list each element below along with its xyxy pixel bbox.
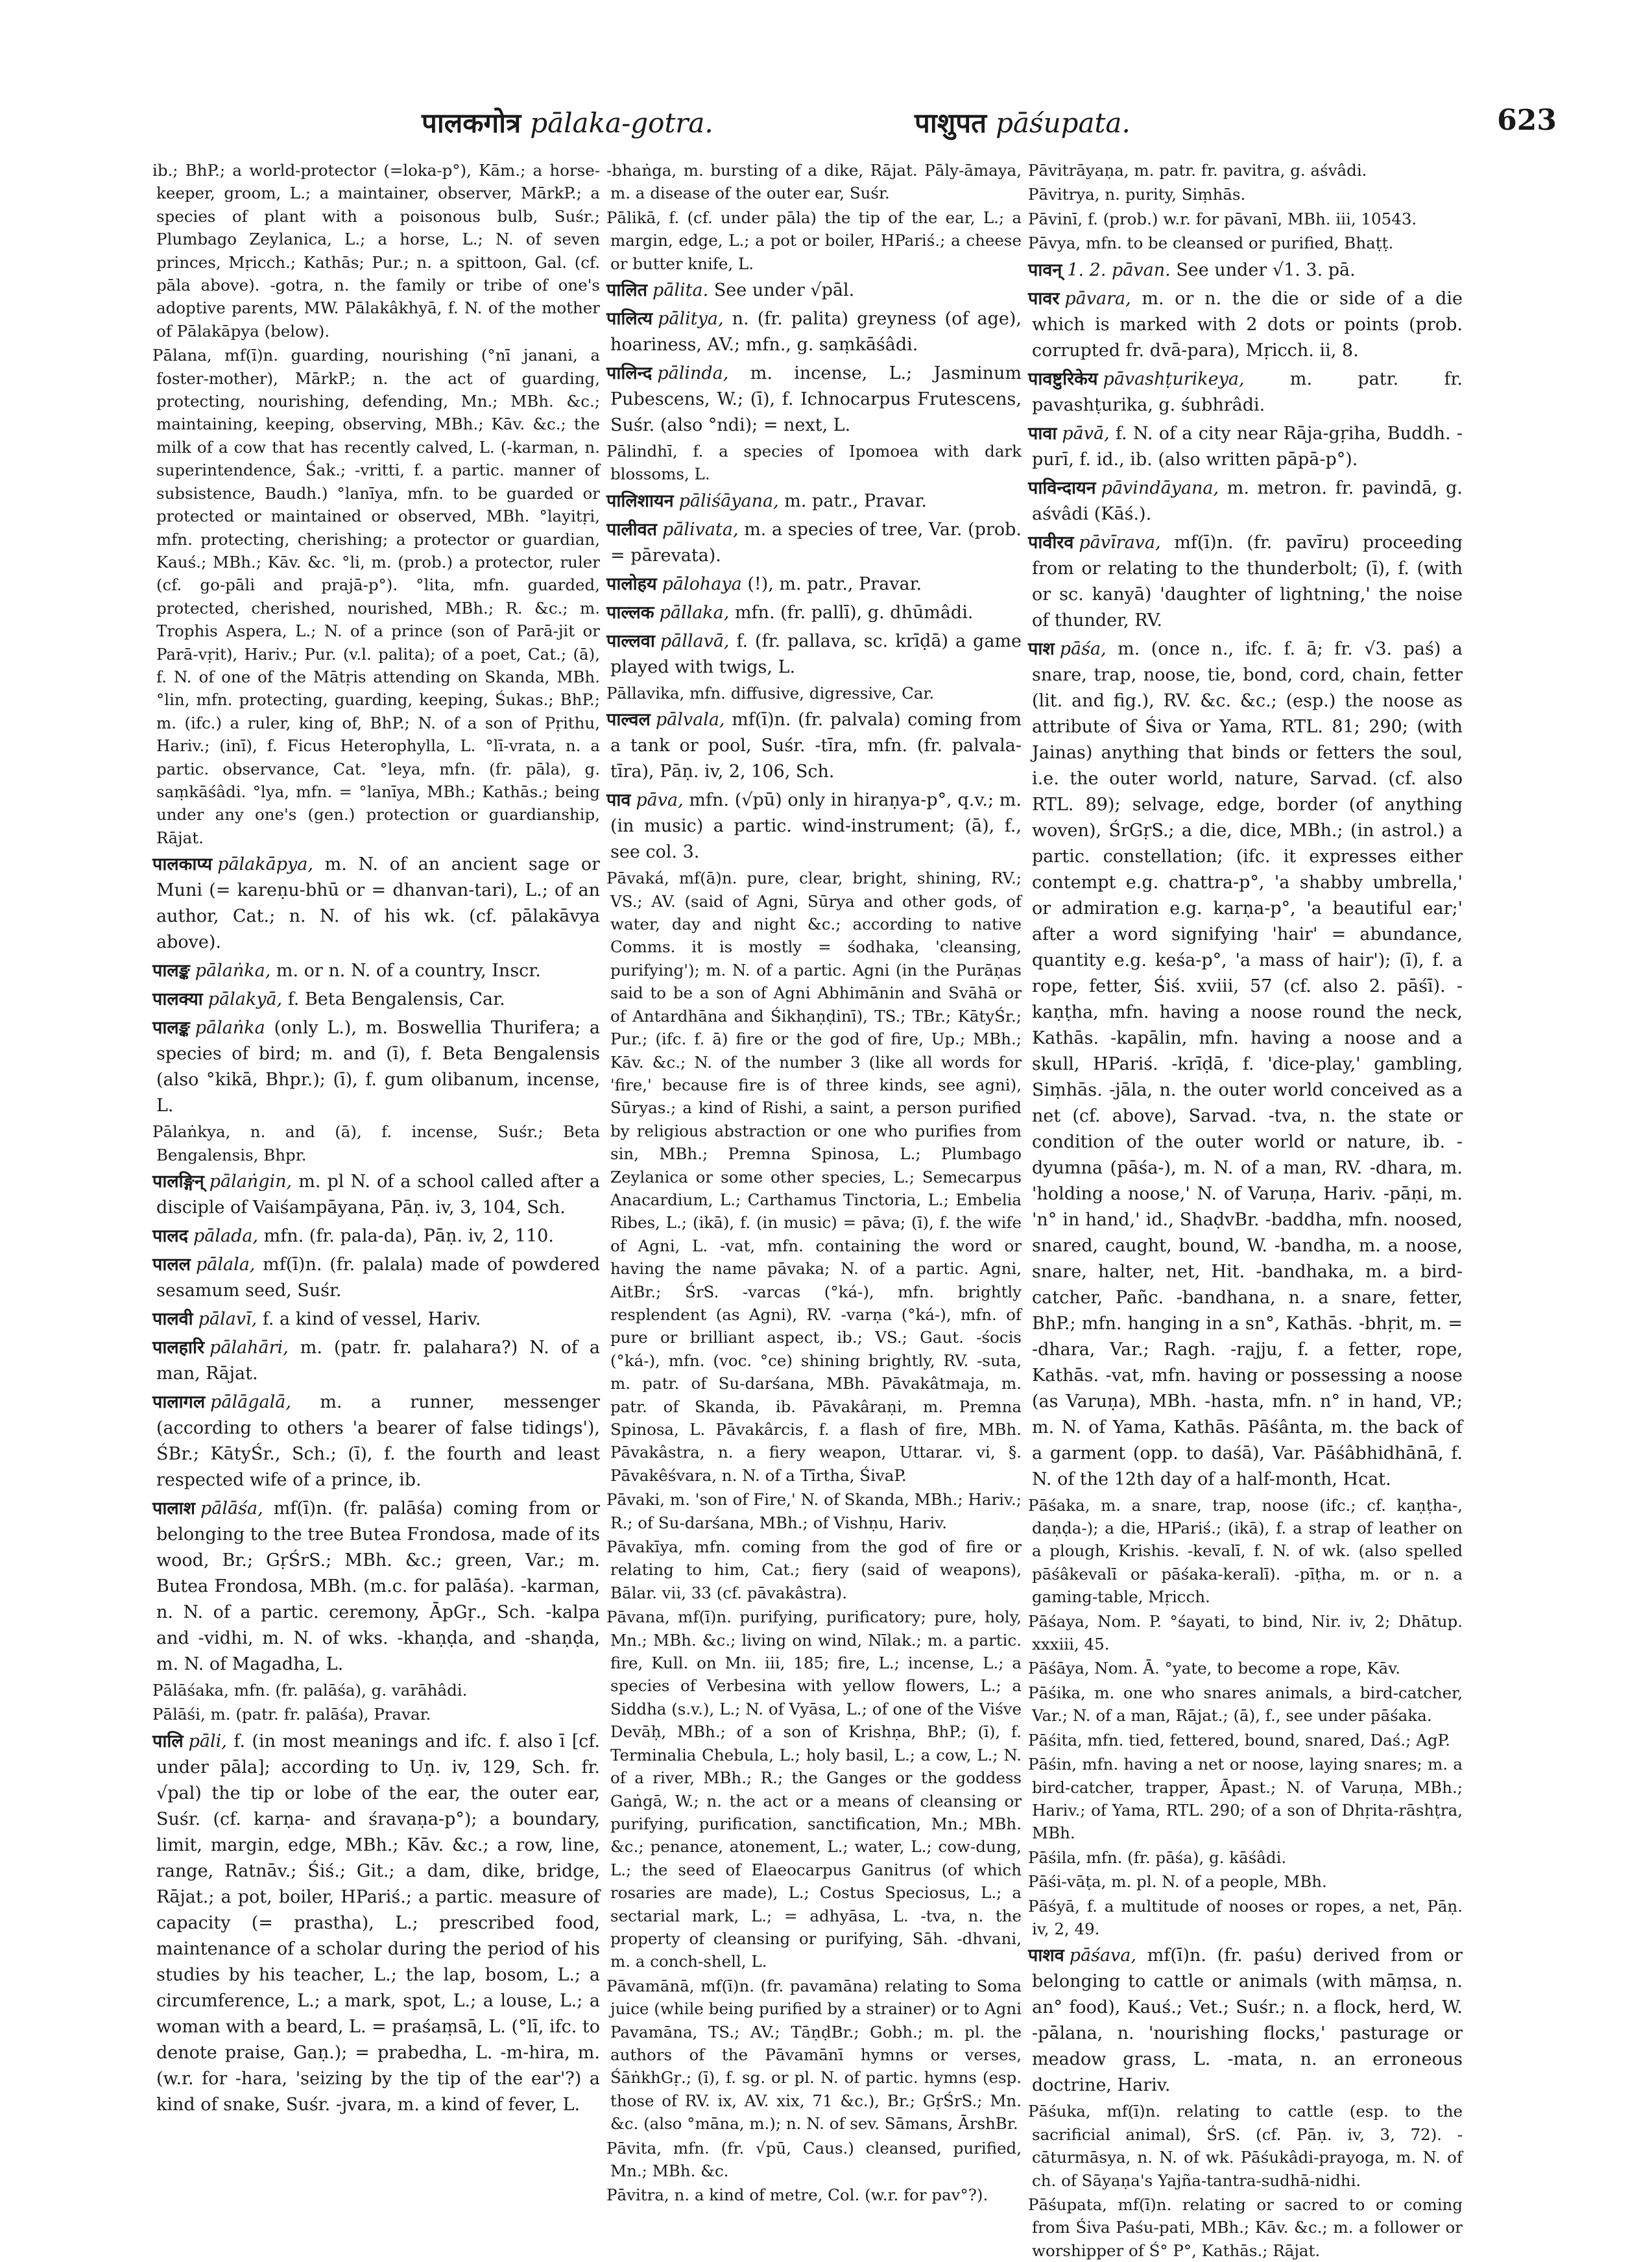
entry-text: Pāvana, mf(ī)n. purifying, purificatory; pure, holy, Mn.; MBh. &c.; living on wind, Nīlak.; m. a partic. fire, Kull. on Mn. iii, 185; fire, L.; incense, L.; a species of Verbesina with yellow flowers, L.; a Siddha (s.v.), L.; N. of Vyāsa, L.; of one of the Viśve Devāḥ, MBh.; of a son of Krishṇa, BhP.; (ī), f. Terminalia Chebula, L.; holy basil, L.; a cow, L.; N. of a river, MBh.; R.; the Ganges or the goddess Gaṅgā, W.; n. the act or a means of cleansing or purifying, purification, sanctification, Mn.; MBh. &c.; penance, atonement, L.; water, L.; cow-dung, L.; the seed of Elaeocarpus Ganitrus (of which rosaries are made), L.; Costus Speciosus, L.; a sectarial mark, L.; = adhyāsa, L. -tva, n. the property of cleansing or purifying, Sāh. -dhvani, m. a conch-shell, L. [606, 1607, 1022, 1971]
entry-devanagari: पालक्या [152, 989, 203, 1010]
dictionary-entry [1028, 1610, 1463, 1656]
entry-devanagari: पालीवत [606, 519, 658, 540]
entry-devanagari: पाशव [1028, 1945, 1064, 1966]
dictionary-entry [152, 1120, 600, 1166]
dictionary-entry [152, 852, 600, 956]
dictionary-entry [1028, 1657, 1463, 1679]
entry-text: mfn. (fr. pala-da), Pāṇ. iv, 2, 110. [263, 1226, 554, 1246]
page-number: 623 [1497, 104, 1557, 137]
dictionary-entry [606, 2137, 1022, 2183]
dictionary-entry [1028, 1753, 1463, 1845]
entry-text: m. a species of tree, Var. (prob. = pārevata). [610, 519, 1022, 566]
entry-text: Pālāśi, m. (patr. fr. palāśa), Pravar. [152, 1705, 431, 1724]
entry-transliteration: pālinda, [657, 363, 729, 384]
entry-transliteration: pālala, [195, 1255, 256, 1275]
entry-devanagari: पाल्वल [606, 710, 651, 730]
entry-text: m. or n. N. of a country, Inscr. [276, 961, 541, 981]
dictionary-entry [1028, 258, 1463, 283]
entry-text: m. a runner, messenger (according to others 'a bearer of false tidings'), ŚBr.; KātyŚr., Sch.; (ī), f. the fourth and least respected wife of a prince, ib. [156, 1392, 600, 1490]
column-2 [606, 159, 1022, 2205]
entry-text: Pāśupata, mf(ī)n. relating or sacred to or coming from Śiva Paśu-pati, MBh.; Kāv. &c.; m. a follower or worshipper of Ś° P°, Kathās.; Rājat. [1028, 2195, 1463, 2260]
entry-devanagari: पालहारि [152, 1338, 205, 1358]
entry-text: m. incense, L.; Jasminum Pubescens, W.; (ī), f. Ichnocarpus Frutescens, Suśr. (also °ndi); = next, L. [610, 363, 1022, 436]
entry-transliteration: pālāgalā, [210, 1392, 291, 1412]
entry-transliteration: pāśa, [1059, 638, 1107, 659]
dictionary-entry [606, 788, 1022, 865]
dictionary-entry [152, 1335, 600, 1387]
entry-transliteration: pālvala, [655, 710, 725, 730]
entry-text: Pāvitra, n. a kind of metre, Col. (w.r. for pav°?). [606, 2185, 988, 2205]
entry-text: Pālindhī, f. a species of Ipomoea with dark blossoms, L. [606, 442, 1022, 484]
dictionary-entry [1028, 2100, 1463, 2192]
dictionary-entry [1028, 1846, 1463, 1869]
entry-text: Pālikā, f. (cf. under pāla) the tip of the ear, L.; a margin, edge, L.; a pot or boiler, HPariś.; a cheese or butter knife, L. [606, 208, 1022, 273]
entry-text: -bhaṅga, m. bursting of a dike, Rājat. Pāly-āmaya, m. a disease of the outer ear, Suśr. [606, 161, 1022, 203]
entry-devanagari: पाश [1028, 638, 1055, 659]
entry-text: Pāśin, mfn. having a net or noose, laying snares; m. a bird-catcher, trapper, Āpast.; N. of Varuṇa, MBh.; Hariv.; of Yama, RTL. 290; of a son of Dhṛita-rāshṭra, MBh. [1028, 1755, 1463, 1843]
entry-text: m. pl N. of a school called after a disciple of Vaiśampāyana, Pāṇ. iv, 3, 104, Sch. [156, 1172, 600, 1218]
entry-transliteration: pālakyā, [208, 989, 283, 1010]
entry-text: Pāllavika, mfn. diffusive, digressive, Car. [606, 683, 935, 703]
entry-text: Pālāśaka, mfn. (fr. palāśa), g. varāhâdi. [152, 1681, 468, 1700]
dictionary-entry [1028, 183, 1463, 206]
entry-text: m. patr. fr. pavashṭurika, g. śubhrâdi. [1032, 368, 1463, 415]
entry-devanagari: पालित [606, 280, 648, 301]
dictionary-entry [606, 361, 1022, 439]
dictionary-entry [152, 1679, 600, 1702]
entry-text: n. (fr. palita) greyness (of age), hoariness, AV.; mfn., g. saṃkāśâdi. [610, 309, 1022, 355]
dictionary-entry [606, 707, 1022, 785]
dictionary-entry [1028, 530, 1463, 634]
entry-devanagari: पालकाप्य [152, 854, 213, 875]
entry-text: See under √pāl. [713, 280, 855, 301]
entry-text: mfn. (√pū) only in hiraṇya-p°, q.v.; m. (in music) a partic. wind-instrument; (ā), f., see col. 3. [610, 790, 1022, 863]
entry-devanagari: पालङ्क [152, 961, 190, 981]
dictionary-entry [1028, 421, 1463, 473]
entry-transliteration: pālita. [652, 280, 709, 301]
entry-transliteration: pālakāpya, [217, 854, 313, 875]
entry-text: ib.; BhP.; a world-protector (=loka-p°), Kām.; a horse-keeper, groom, L.; a maintainer, observer, MārkP.; a species of plant with a poisonous bulb, Suśr.; Plumbago Zeylanica, L.; a horse, L.; N. of seven princes, Mṛicch.; Kathās; Pur.; n. a spittoon, Gal. (cf. pāla above). -gotra, n. the family or tribe of one's adoptive parents, MW. Pālakâkhyā, f. N. of the mother of Pālakāpya (below). [152, 161, 600, 341]
entry-transliteration: pālaṅka, [195, 961, 271, 981]
dictionary-entry [1028, 208, 1463, 230]
dictionary-entry [606, 629, 1022, 680]
dictionary-entry [1028, 1494, 1463, 1609]
dictionary-entry [606, 1535, 1022, 1604]
entry-devanagari: पावर [1028, 288, 1060, 309]
entry-text: Pāvya, mfn. to be cleansed or purified, Bhaṭṭ. [1028, 234, 1394, 253]
entry-text: f. Beta Bengalensis, Car. [287, 989, 505, 1010]
entry-devanagari: पालङ्क [152, 1018, 190, 1039]
dictionary-entry [1028, 1729, 1463, 1751]
dictionary-entry [606, 306, 1022, 358]
entry-text: Pāśika, m. one who snares animals, a bird-catcher, Var.; N. of a man, Rājat.; (ā), f., see under pāśaka. [1028, 1683, 1463, 1726]
entry-devanagari: पावा [1028, 423, 1057, 444]
entry-text: Pāśaka, m. a snare, trap, noose (ifc.; cf. kaṇṭha-, daṇḍa-); a die, HPariś.; (ikā), f. a strap of leather on a plough, Krishis. -kevalī, f. N. of wk. (also spelled pāśâkevalī or pāśaka-keralī). -pīṭha, m. or n. a gaming-table, Mṛicch. [1028, 1495, 1463, 1607]
entry-text: mf(ī)n. (fr. palala) made of powdered sesamum seed, Suśr. [156, 1255, 600, 1301]
entry-devanagari: पाविन्दायन [1028, 477, 1096, 498]
entry-text: Pāvinī, f. (prob.) w.r. for pāvanī, MBh. iii, 10543. [1028, 209, 1417, 228]
dictionary-entry [606, 682, 1022, 704]
entry-text: Pālaṅkya, n. and (ā), f. incense, Suśr.; Beta Bengalensis, Bhpr. [152, 1122, 600, 1164]
entry-devanagari: पालिशायन [606, 490, 674, 511]
entry-text: mf(ī)n. (fr. pavīru) proceeding from or relating to the thunderbolt; (ī), f. (with or sc. kanyā) 'daughter of lightning,' the noise of thunder, RV. [1032, 532, 1463, 631]
dictionary-entry [152, 987, 600, 1013]
entry-text: Pāśuka, mf(ī)n. relating to cattle (esp. to the sacrificial animal), ŚrS. (cf. Pāṇ. iv, 3, 72). -cāturmāsya, n. N. of wk. Pāśukâdi-prayoga, m. N. of ch. of Sāyaṇa's Yajña-tantra-sudhā-nidhi. [1028, 2102, 1463, 2190]
dictionary-entry [152, 159, 600, 343]
entry-text: m. (once n., ifc. f. ā; fr. √3. paś) a snare, trap, noose, tie, bond, cord, chain, fetter (lit. and fig.), RV. &c. &c.; (esp.) the noose as attribute of Śiva or Yama, RTL. 81; 290; (with Jainas) anything that binds or fetters the soul, i.e. the outer world, nature, Sarvad. (cf. also RTL. 89); selvage, edge, border (of anything woven), ŚrGṛS.; a die, dice, MBh.; (in astrol.) a partic. constellation; (ifc. it expresses either contempt e.g. chattra-p°, 'a shabby umbrella,' or admiration e.g. karṇa-p°, 'a beautiful ear;' after a word signifying 'hair' = abundance, quantity e.g. keśa-p°, 'a mass of hair'); (ī), f. a rope, fetter, Śiś. xviii, 57 (cf. also 2. pāśī). -kaṇṭha, mfn. having a noose round the neck, Kathās. -kapālin, mfn. having a noose and a skull, HPariś. -krīḍā, f. 'dice-play,' gambling, Siṃhās. -jāla, n. the outer world conceived as a net (cf. above), Sarvad. -tva, n. the state or condition of the outer world or nature, ib. -dyumna (pāśa-), m. N. of a man, RV. -dhara, m. 'holding a noose,' N. of Varuṇa, Hariv. -pāṇi, m. 'n° in hand,' id., ShaḍvBr. -baddha, mfn. noosed, snared, caught, bound, W. -bandha, m. a noose, snare, halter, net, Hit. -bandhaka, m. a bird-catcher, Pañc. -bandhana, n. a snare, fetter, BhP.; mfn. hanging in a sn°, Kathās. -bhṛit, m. = -dhara, Var.; Ragh. -rajju, f. a fetter, rope, Kathās. -vat, mfn. having or possessing a noose (as Varuṇa), MBh. -hasta, mfn. n° in hand, VP.; m. N. of Yama, Kathās. Pāśânta, m. the back of a garment (opp. to daśā), Var. Pāśâbhidhānā, f. N. of the 12th day of a half-month, Hcat. [1032, 638, 1463, 1489]
dictionary-entry [152, 1390, 600, 1493]
entry-devanagari: पालवी [152, 1309, 193, 1329]
column-1 [152, 159, 600, 2115]
dictionary-entry [606, 1606, 1022, 1973]
entry-transliteration: 1. 2. pāvan. [1067, 259, 1171, 280]
dictionary-entry [606, 488, 1022, 514]
entry-transliteration: pāllavā, [660, 631, 730, 651]
dictionary-entry [152, 1306, 600, 1332]
header-right-devanagari: पाशुपत [915, 107, 987, 139]
entry-text: Pāśi-vāṭa, m. pl. N. of a people, MBh. [1028, 1872, 1327, 1892]
entry-transliteration: pālivata, [662, 519, 739, 540]
dictionary-entry [1028, 1681, 1463, 1727]
entry-devanagari: पालि [152, 1731, 184, 1751]
dictionary-entry [1028, 636, 1463, 1493]
dictionary-entry [152, 344, 600, 849]
dictionary-entry [606, 2184, 1022, 2206]
entry-text: Pāśāya, Nom. Ā. °yate, to become a rope, Kāv. [1028, 1659, 1400, 1678]
entry-text: Pāvitrāyaṇa, m. patr. fr. pavitra, g. aśvâdi. [1028, 161, 1367, 180]
dictionary-entry [1028, 2193, 1463, 2262]
entry-transliteration: pālitya, [658, 309, 724, 330]
entry-text: m. metron. fr. pavindā, g. aśvâdi (Kāś.). [1032, 477, 1463, 524]
dictionary-entry [152, 1703, 600, 1726]
entry-text: Pāvaki, m. 'son of Fire,' N. of Skanda, MBh.; Hariv.; R.; of Su-darśana, MBh.; of Vishṇu, Hariv. [606, 1490, 1022, 1532]
entry-text: Pāśyā, f. a multitude of nooses or ropes, a net, Pāṇ. iv, 2, 49. [1028, 1896, 1463, 1938]
entry-devanagari: पालिन्द [606, 363, 652, 384]
entry-text: (only L.), m. Boswellia Thurifera; a species of bird; m. and (ī), f. Beta Bengalensis (also °kikā, Bhpr.); (ī), f. gum olibanum, incense, L. [156, 1018, 600, 1116]
entry-transliteration: pāśava, [1069, 1945, 1136, 1966]
dictionary-entry [606, 867, 1022, 1487]
dictionary-entry [606, 278, 1022, 304]
dictionary-entry [152, 958, 600, 984]
header-left-headword [422, 104, 713, 141]
entry-devanagari: पालाश [152, 1498, 195, 1519]
entry-transliteration: pāvīrava, [1079, 532, 1161, 553]
entry-text: (!), m. patr., Pravar. [747, 573, 922, 594]
dictionary-entry [606, 159, 1022, 205]
dictionary-entry [606, 572, 1022, 597]
entry-transliteration: pāva, [636, 790, 684, 811]
entry-text: m. or n. the die or side of a die which is marked with 2 dots or points (prob. corrupted fr. dvā-para), Mṛicch. ii, 8. [1032, 288, 1463, 361]
entry-text: See under √1. 3. pā. [1176, 259, 1356, 280]
header-left-devanagari: पालकगोत्र [422, 107, 521, 139]
entry-transliteration: pālohaya [662, 573, 742, 594]
entry-text: mf(ī)n. (fr. palāśa) coming from or belonging to the tree Butea Frondosa, made of its wood, Br.; GṛŚrS.; MBh. &c.; green, Var.; m. Butea Frondosa, MBh. (m.c. for palāśa). -karman, n. N. of a partic. ceremony, ĀpGṛ., Sch. -kalpa and -vidhi, m. N. of wks. -khaṇḍa, and -shaṇḍa, m. N. of Magadha, L. [156, 1498, 600, 1674]
entry-devanagari: पावन् [1028, 259, 1062, 280]
entry-transliteration: pālavī, [198, 1309, 257, 1329]
dictionary-entry [606, 517, 1022, 569]
entry-text: Pāvita, mfn. (fr. √pū, Caus.) cleansed, purified, Mn.; MBh. &c. [606, 2138, 1022, 2180]
entry-text: f. N. of a city near Rāja-gṛiha, Buddh. -purī, f. id., ib. (also written pāpā-p°). [1032, 423, 1463, 470]
entry-devanagari: पालल [152, 1255, 191, 1275]
header-right-headword [915, 104, 1131, 141]
dictionary-entry [152, 1169, 600, 1221]
dictionary-entry [606, 1488, 1022, 1534]
entry-transliteration: pāvindāyana, [1101, 477, 1219, 498]
entry-devanagari: पालोहय [606, 573, 657, 594]
entry-transliteration: pāvā, [1062, 423, 1110, 444]
entry-transliteration: pālaṅka [195, 1018, 265, 1039]
entry-devanagari: पालित्य [606, 309, 653, 330]
dictionary-entry [606, 440, 1022, 486]
dictionary-entry [1028, 159, 1463, 182]
dictionary-entry [152, 1252, 600, 1304]
entry-transliteration: pālahāri, [209, 1338, 289, 1358]
entry-transliteration: pāvara, [1064, 288, 1131, 309]
entry-text: mf(ī)n. (fr. palvala) coming from a tank or pool, Suśr. -tīra, mfn. (fr. palvala-tīra), Pāṇ. iv, 2, 106, Sch. [610, 710, 1022, 782]
entry-text: Pāśita, mfn. tied, fettered, bound, snared, Daś.; AgP. [1028, 1730, 1450, 1750]
dictionary-entry [1028, 232, 1463, 254]
entry-transliteration: pāvashṭurikeya, [1103, 368, 1245, 389]
dictionary-entry [1028, 286, 1463, 364]
dictionary-entry [152, 1223, 600, 1249]
entry-text: f. a kind of vessel, Hariv. [262, 1309, 481, 1329]
dictionary-entry [1028, 475, 1463, 527]
entry-transliteration: pālaṅgin, [209, 1172, 293, 1192]
entry-devanagari: पाव [606, 790, 631, 811]
entry-text: Pāśila, mfn. (fr. pāśa), g. kāśâdi. [1028, 1847, 1287, 1867]
entry-transliteration: pāllaka, [659, 602, 730, 623]
header-right-transliteration: pāśupata. [996, 107, 1131, 139]
entry-devanagari: पालद [152, 1226, 188, 1246]
entry-transliteration: pālāśa, [200, 1498, 263, 1519]
entry-text: Pāvitrya, n. purity, Siṃhās. [1028, 185, 1246, 204]
entry-transliteration: pāliśāyana, [678, 490, 779, 511]
entry-devanagari: पाल्लक [606, 602, 654, 623]
entry-text: m. (patr. fr. palahara?) N. of a man, Rājat. [156, 1338, 600, 1384]
entry-transliteration: pālada, [193, 1226, 259, 1246]
entry-text: Pāvamānā, mf(ī)n. (fr. pavamāna) relating to Soma juice (while being purified by a strainer) or to Agni Pavamāna, TS.; AV.; TāṇḍBr.; Gobh.; m. pl. the authors of the Pāvamānī hymns or verses, ŚāṅkhGṛ.; (ī), f. sg. or pl. N. of partic. hymns (esp. those of RV. ix, AV. xix, 71 &c.), Br.; GṛŚrS.; Mn. &c. (also °māna, m.); n. N. of sev. Sāmans, ĀrshBr. [606, 1976, 1022, 2134]
entry-devanagari: पाल्लवा [606, 631, 655, 651]
entry-text: f. (fr. pallava, sc. krīḍā) a game played with twigs, L. [610, 631, 1022, 677]
column-3 [1028, 159, 1463, 2260]
page-header [156, 97, 1557, 149]
entry-text: Pāvaká, mf(ā)n. pure, clear, bright, shining, RV.; VS.; AV. (said of Agni, Sūrya and other gods, of water, day and night &c.; according to native Comms. it is mostly = śodhaka, 'cleansing, purifying'); m. N. of a partic. Agni (in the Purāṇas said to be a son of Agni Abhimānin and Svāhā or of Antardhāna and Śikhaṇḍinī), TS.; TBr.; KātyŚr.; Pur.; (ifc. f. ā) fire or the god of fire, Up.; MBh.; Kāv. &c.; N. of the number 3 (like all words for 'fire,' because fire is of three kinds, see agni), Sūryas.; a kind of Rishi, a saint, a person purified by religious abstraction or one who purifies from sin, MBh.; Premna Spinosa, L.; Plumbago Zeylanica or some other species, L.; Semecarpus Anacardium, L.; Carthamus Tinctoria, L.; Embelia Ribes, L.; (ikā), f. (in music) = pāva; (ī), f. the wife of Agni, L. -vat, mfn. containing the word or having the name pāvaka; N. of a partic. Agni, AitBr.; ŚrS. -varcas (°ká-), mfn. brightly resplendent (as Agni), RV. -varṇa (°ká-), mfn. of pure or brilliant aspect, ib.; VS.; Gaut. -śocis (°ká-), mfn. (voc. °ce) shining brightly, RV. -suta, m. patr. of Su-darśana, MBh. Pāvakâtmaja, m. patr. of Skanda, ib. Pāvakâraṇi, m. Premna Spinosa, L. Pāvakârcis, f. a flash of fire, MBh. Pāvakâstra, n. a fiery weapon, Uttarar. vi, §. Pāvakêśvara, n. N. of a Tīrtha, ŚivaP. [606, 869, 1022, 1485]
entry-devanagari: पालङ्गिन् [152, 1172, 204, 1192]
dictionary-entry [152, 1729, 600, 2118]
entry-text: mf(ī)n. (fr. paśu) derived from or belonging to cattle or animals (with māṃsa, n. an° food), Kauś.; Vet.; Suśr.; n. a flock, herd, W. -pālana, n. 'nourishing flocks,' pasturage or meadow grass, L. -mata, n. an erroneous doctrine, Hariv. [1032, 1945, 1463, 2096]
dictionary-entry [152, 1496, 600, 1678]
dictionary-entry [606, 600, 1022, 626]
entry-text: m. N. of an ancient sage or Muni (= kareṇu-bhū or = dhanvan-tari), L.; of an author, Cat.; n. N. of his wk. (cf. pālakāvya above). [156, 854, 600, 953]
entry-devanagari: पालागल [152, 1392, 206, 1412]
dictionary-entry [1028, 1943, 1463, 2099]
dictionary-entry [1028, 1870, 1463, 1893]
entry-devanagari: पावष्टुरिकेय [1028, 368, 1098, 389]
entry-transliteration: pāli, [188, 1731, 227, 1751]
entry-text: Pāvakīya, mfn. coming from the god of fire or relating to him, Cat.; fiery (said of weapons), Bālar. vii, 33 (cf. pāvakâstra). [606, 1537, 1022, 1602]
dictionary-entry [606, 1975, 1022, 2136]
dictionary-entry [606, 206, 1022, 275]
entry-devanagari: पावीरव [1028, 532, 1074, 553]
entry-text: m. patr., Pravar. [784, 490, 927, 511]
dictionary-entry [152, 1015, 600, 1119]
entry-text: f. (in most meanings and ifc. f. also ī [cf. under pāla]; according to Uṇ. iv, 129, Sch. fr. √pal) the tip or lobe of the ear, the outer ear, Suśr. (cf. karṇa- and śravaṇa-p°); a boundary, limit, margin, edge, MBh.; Kāv. &c.; a row, line, range, Ratnāv.; Śiś.; Git.; a dam, dike, bridge, Rājat.; a pot, boiler, HPariś.; a partic. measure of capacity (= prastha), L.; prescribed food, maintenance of a scholar during the period of his studies by his teacher, L.; the lap, bosom, L.; a circumference, L.; a mark, spot, L.; a louse, L.; a woman with a beard, L. = praśaṃsā, L. (°lī, ifc. to denote praise, Gaṇ.); = prabedha, L. -m-hira, m. (w.r. for -hara, 'seizing by the tip of the ear'?) a kind of snake, Suśr. -jvara, m. a kind of fever, L. [156, 1731, 600, 2115]
header-left-transliteration: pālaka-gotra. [530, 107, 713, 139]
dictionary-entry [1028, 1895, 1463, 1941]
entry-text: Pālana, mf(ī)n. guarding, nourishing (°nī janani, a foster-mother), MārkP.; n. the act of guarding, protecting, nourishing, defending, Mn.; MBh. &c.; maintaining, keeping, observing, MBh.; Kāv. &c.; the milk of a cow that has recently calved, L. (-karman, n. superintendence, Śak.; -vritti, f. a partic. manner of subsistence, Baudh.) °lanīya, mfn. to be guarded or protected or maintained or observed, MBh. °layitṛi, mfn. protecting, cherishing; a protector or guardian, Kauś.; MBh.; Kāv. &c. °li, m. (prob.) a protector, ruler (cf. go-pāli and prajā-p°). °lita, mfn. guarded, protected, cherished, nourished, MBh.; R. &c.; m. Trophis Aspera, L.; N. of a prince (son of Parā-jit or Parā-vṛit), Hariv.; Pur. (v.l. palita); of a poet, Cat.; (ā), f. N. of one of the Mātṛis attending on Skanda, MBh. °lin, mfn. protecting, guarding, keeping, Śukas.; BhP.; m. (ifc.) a ruler, king of, BhP.; N. of a son of Pṛithu, Hariv.; (inī), f. Ficus Heterophylla, L. °lī-vrata, n. a partic. observance, Cat. °leya, mfn. (fr. pāla), g. saṃkāśâdi. °lya, mfn. = °lanīya, MBh.; Kathās.; being under any one's (gen.) protection or guardianship, Rājat. [152, 346, 600, 847]
entry-text: Pāśaya, Nom. P. °śayati, to bind, Nir. iv, 2; Dhātup. xxxiii, 45. [1028, 1611, 1463, 1654]
dictionary-entry [1028, 367, 1463, 418]
entry-text: mfn. (fr. pallī), g. dhūmâdi. [734, 602, 974, 623]
